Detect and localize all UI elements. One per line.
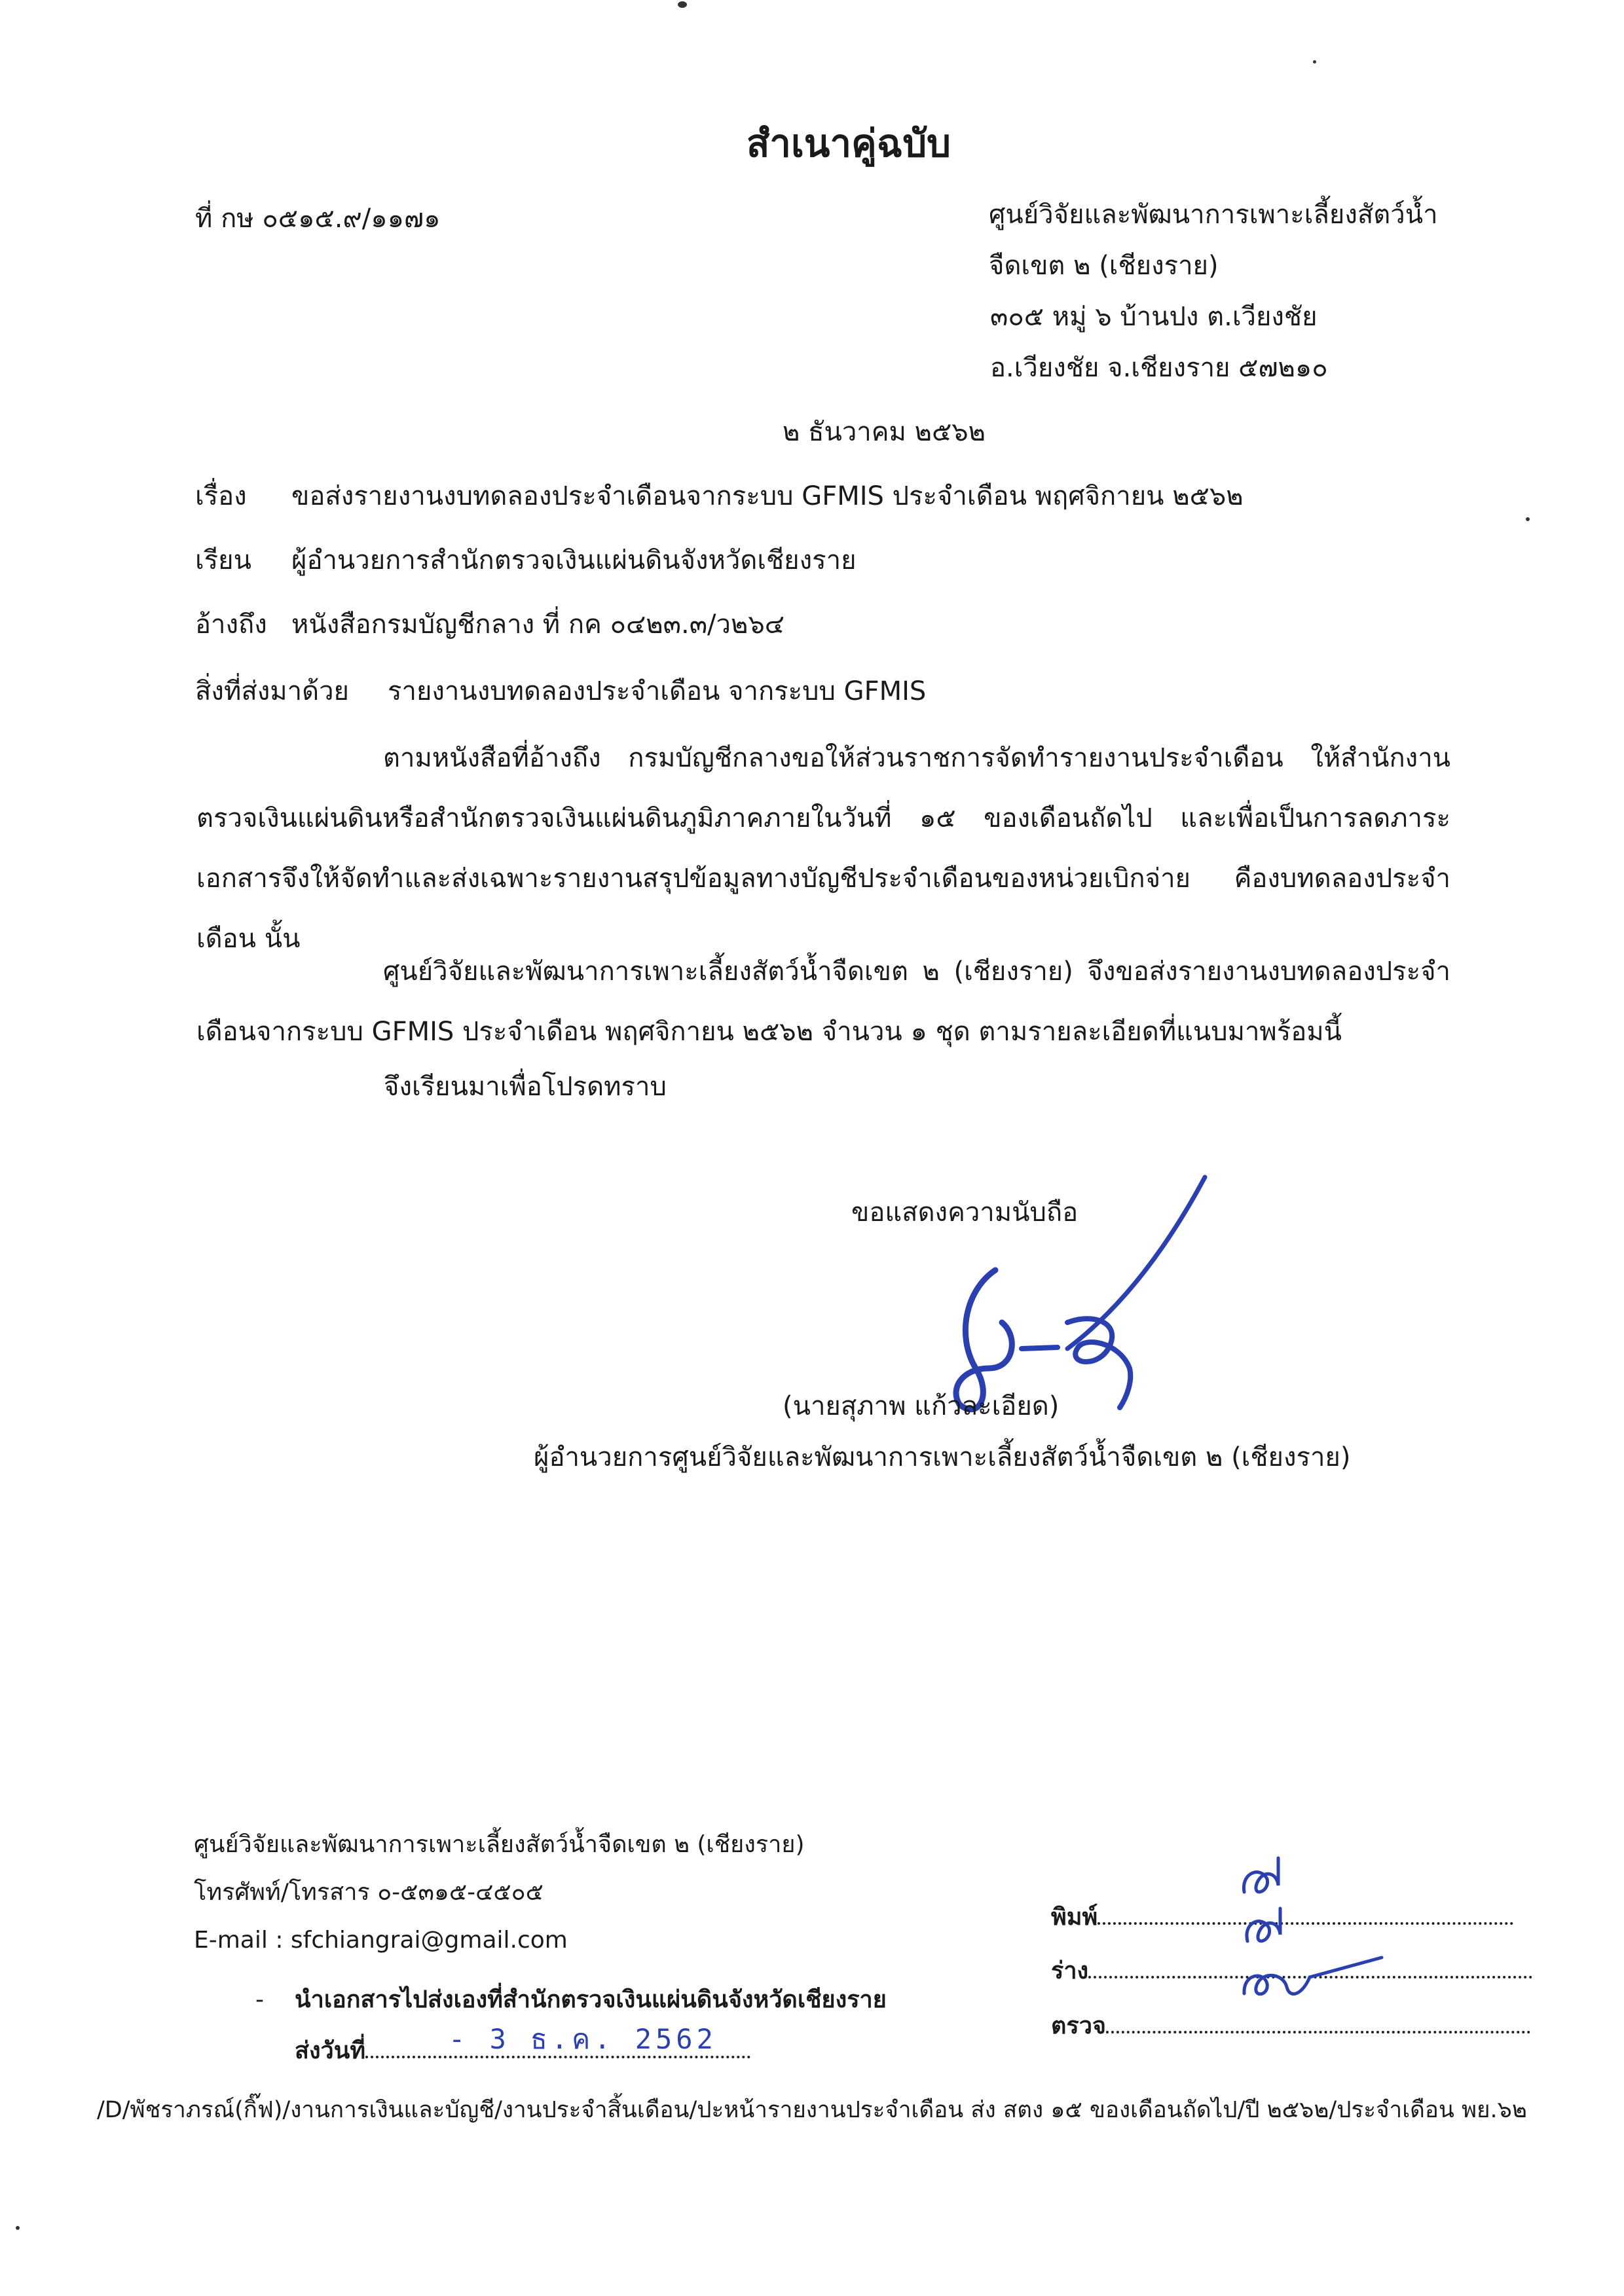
body-paragraph-2: [196, 941, 1450, 1062]
footer-org: ศูนย์วิจัยและพัฒนาการเพาะเลี้ยงสัตว์น้ำจืดเขต ๒ (เชียงราย): [194, 1831, 805, 1858]
checked-by-label: ตรวจ: [1051, 2013, 1107, 2039]
agency-address-line-2: จืดเขต ๒ (เชียงราย): [989, 251, 1219, 281]
body-paragraph-3: จึงเรียนมาเพื่อโปรดทราบ: [384, 1072, 667, 1102]
file-path: /D/พัชราภรณ์(กิ๊ฟ)/งานการเงินและบัญชี/งานประจำสิ้นเดือน/ปะหน้ารายงานประจำเดือน ส่ง สตง ๑๕ ของเดือนถัดไป/ปี ๒๕๖๒/ประจำเดือน พย.๖๒: [97, 2097, 1527, 2123]
scan-speck: [16, 2226, 20, 2230]
body-paragraph-1-text: ตามหนังสือที่อ้างถึง กรมบัญชีกลางขอให้ส่วนราชการจัดทำรายงานประจำเดือน ให้สำนักงานตรวจเงินแผ่นดินหรือสำนักตรวจเงินแผ่นดินภูมิภาคภายในวันที่ ๑๕ ของเดือนถัดไป และเพื่อเป็นการลดภาระเอกสารจึงให้จัดทำและส่งเฉพาะรายงานสรุปข้อมูลทางบัญชีประจำเดือนของหน่วยเบิกจ่าย คืองบทดลองประจำเดือน นั้น: [196, 743, 1450, 954]
drafted-by-label: ร่าง: [1051, 1958, 1089, 1984]
scan-speck: [678, 1, 687, 8]
agency-address-line-4: อ.เวียงชัย จ.เชียงราย ๕๗๒๑๐: [990, 353, 1328, 383]
attachment-label: สิ่งที่ส่งมาด้วย: [195, 676, 349, 706]
delivery-note: นำเอกสารไปส่งเองที่สำนักตรวจเงินแผ่นดินจังหวัดเชียงราย: [295, 1986, 887, 2013]
signer-position: ผู้อำนวยการศูนย์วิจัยและพัฒนาการเพาะเลี้ยงสัตว์น้ำจืดเขต ๒ (เชียงราย): [534, 1442, 1351, 1472]
send-date-label-text: ส่งวันที่: [295, 2037, 366, 2064]
send-date-stamp: - 3 ธ.ค. 2562: [449, 2023, 717, 2055]
closing-phrase: ขอแสดงความนับถือ: [851, 1197, 1079, 1228]
copy-label: สำเนาคู่ฉบับ: [747, 121, 951, 166]
recipient-text: ผู้อำนวยการสำนักตรวจเงินแผ่นดินจังหวัดเชียงราย: [291, 545, 857, 575]
recipient-label: เรียน: [195, 545, 251, 575]
typed-by-label: พิมพ์: [1051, 1904, 1098, 1931]
signer-name: (นายสุภาพ แก้วละเอียด): [783, 1391, 1060, 1421]
agency-address-line-1: ศูนย์วิจัยและพัฒนาการเพาะเลี้ยงสัตว์น้ำ: [989, 200, 1438, 230]
footer-email: E-mail : sfchiangrai@gmail.com: [194, 1927, 568, 1954]
scan-speck: [1526, 517, 1530, 521]
document-date: ๒ ธันวาคม ๒๕๖๒: [783, 417, 986, 447]
handwritten-initials: [1231, 1846, 1401, 2016]
body-paragraph-1: [196, 728, 1450, 969]
scan-speck: [1313, 60, 1316, 64]
subject-label: เรื่อง: [195, 481, 247, 511]
subject-text: ขอส่งรายงานงบทดลองประจำเดือนจากระบบ GFMIS ประจำเดือน พฤศจิกายน ๒๕๖๒: [291, 481, 1244, 511]
document-number: ที่ กษ ๐๕๑๕.๙/๑๑๗๑: [195, 204, 441, 234]
footer-phone: โทรศัพท์/โทรสาร ๐-๕๓๑๕-๔๕๐๕: [194, 1879, 544, 1906]
reference-text: หนังสือกรมบัญชีกลาง ที่ กค ๐๔๒๓.๓/ว๒๖๔: [291, 610, 785, 640]
reference-label: อ้างถึง: [195, 610, 267, 640]
body-paragraph-2-text: ศูนย์วิจัยและพัฒนาการเพาะเลี้ยงสัตว์น้ำจืดเขต ๒ (เชียงราย) จึงขอส่งรายงานงบทดลองประจำเดือนจากระบบ GFMIS ประจำเดือน พฤศจิกายน ๒๕๖๒ จำนวน ๑ ชุด ตามรายละเอียดที่แนบมาพร้อมนี้: [196, 957, 1450, 1047]
agency-address-line-3: ๓๐๕ หมู่ ๖ บ้านปง ต.เวียงชัย: [990, 302, 1318, 332]
attachment-text: รายงานงบทดลองประจำเดือน จากระบบ GFMIS: [388, 676, 927, 706]
footer-dash: -: [255, 1986, 264, 2013]
